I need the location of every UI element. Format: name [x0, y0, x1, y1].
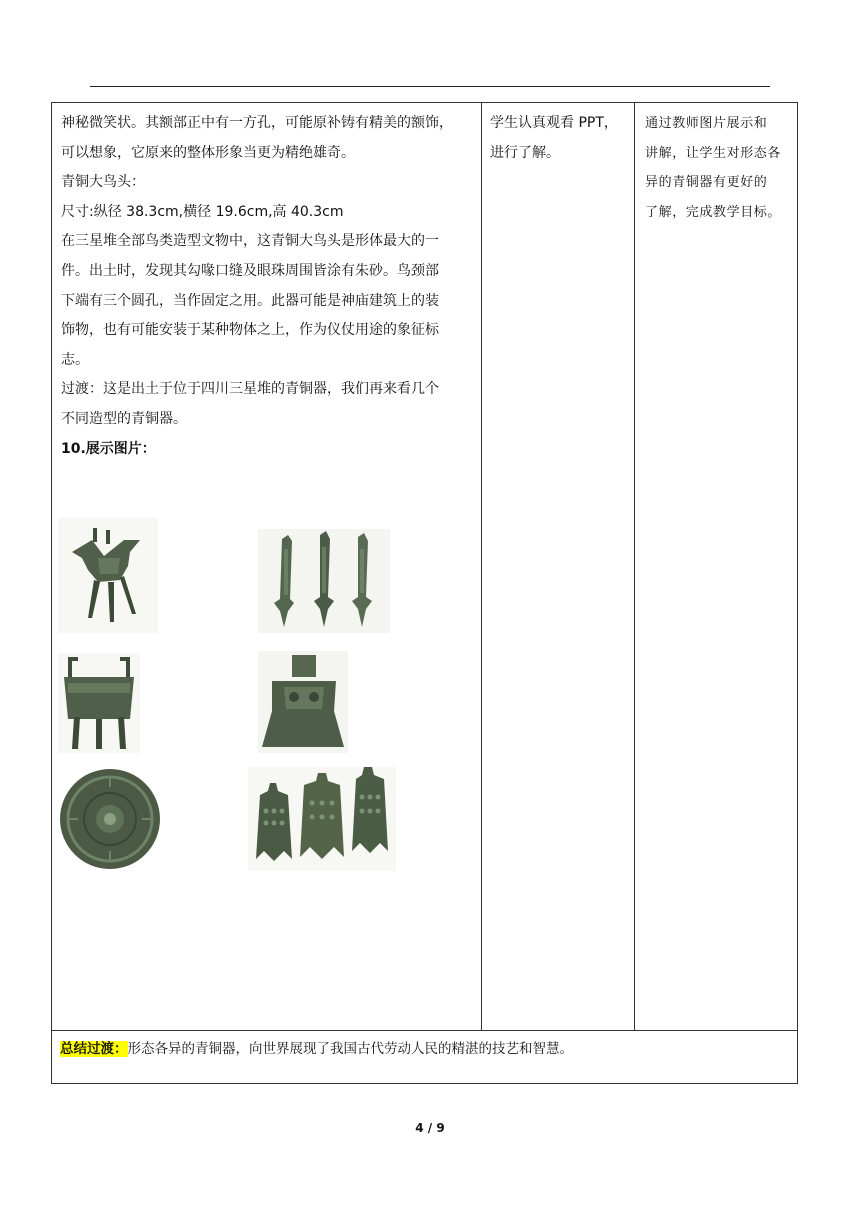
text-line: 进行了解。 [490, 144, 560, 161]
column-divider-1 [481, 103, 482, 1030]
text-line: 下端有三个圆孔，当作固定之用。此器可能是神庙建筑上的装 [61, 292, 439, 309]
bronze-jue-vessel-image [58, 518, 158, 633]
teacher-activity-cell [61, 109, 476, 464]
text-line: 学生认真观看 PPT， [490, 115, 618, 131]
bronze-chime-bells-image [248, 767, 396, 871]
summary-row [60, 1037, 573, 1061]
text-line: 不同造型的青铜器。 [61, 410, 187, 427]
bronze-swords-image [258, 529, 390, 633]
header-rule [90, 86, 770, 87]
text-line: 过渡：这是出土于位于四川三星堆的青铜器，我们再来看几个 [61, 381, 439, 398]
bronze-mirror-image [58, 767, 162, 871]
design-purpose-cell [645, 109, 793, 227]
size-line: 尺寸:纵径 38.3cm,横径 19.6cm,高 40.3cm [61, 203, 344, 220]
summary-label: 总结过渡： [60, 1041, 128, 1057]
column-divider-2 [634, 103, 635, 1030]
text-line: 件。出土时，发现其勾喙口缝及眼珠周围皆涂有朱砂。鸟颈部 [61, 262, 439, 279]
bronze-ding-cauldron-image [58, 653, 140, 753]
student-activity-cell [490, 109, 630, 168]
text-line: 讲解，让学生对形态各 [645, 145, 782, 161]
text-line: 可以想象，它原来的整体形象当更为精绝雄奇。 [61, 144, 355, 161]
text-line: 了解，完成教学目标。 [645, 204, 782, 220]
bronze-yue-axe-image [258, 651, 348, 753]
text-line: 志。 [61, 351, 89, 368]
text-line: 在三星堆全部鸟类造型文物中，这青铜大鸟头是形体最大的一 [61, 233, 439, 250]
row-divider [52, 1030, 797, 1031]
text-line: 异的青铜器有更好的 [645, 175, 768, 191]
summary-text: 形态各异的青铜器，向世界展现了我国古代劳动人民的精湛的技艺和智慧。 [127, 1041, 573, 1057]
text-line: 通过教师图片展示和 [645, 116, 768, 131]
text-line: 神秘微笑状。其额部正中有一方孔，可能原补铸有精美的额饰， [61, 115, 453, 131]
page-number: 4 / 9 [415, 1121, 445, 1135]
text-line: 饰物，也有可能安装于某种物体之上，作为仪仗用途的象征标 [61, 322, 439, 339]
section-heading: 10.展示图片： [61, 440, 156, 457]
lesson-table [51, 102, 798, 1084]
subtitle: 青铜大鸟头： [61, 174, 145, 191]
